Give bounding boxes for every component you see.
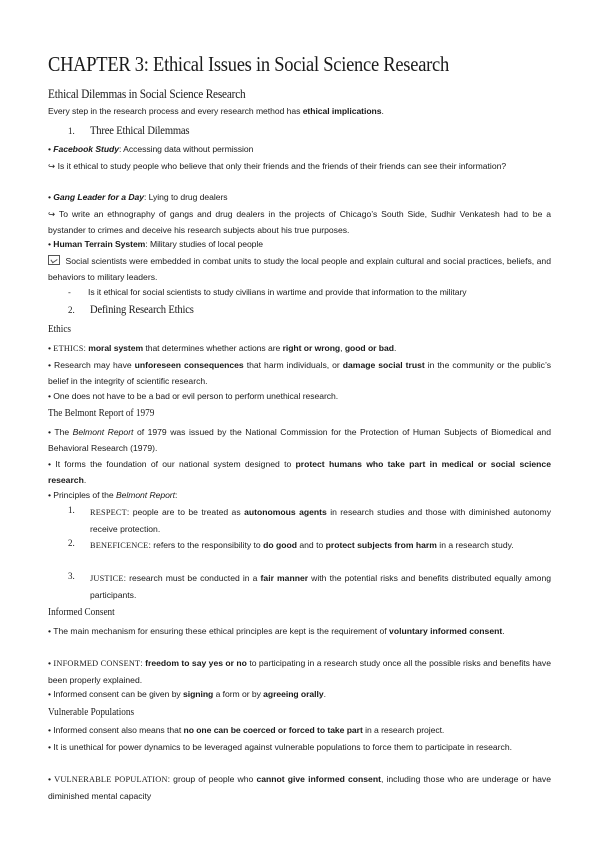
human-terrain-question: Is it ethical for social scientists to study civilians in wartime and provide that information to the military — [88, 287, 467, 297]
ethics-bad-person: • One does not have to be a bad or evil person to perform unethical research. — [48, 391, 339, 401]
principle-justice: JUSTICE: research must be conducted in a fair manner with the potential risks and benefits distributed equally among participants. — [90, 573, 552, 601]
return-arrow-icon: ↪ — [48, 161, 56, 171]
vulnerable-power-dynamics: • It is unethical for power dynamics to be leveraged against vulnerable populations to force them to participate in research. — [48, 742, 512, 752]
subsection-number-1: 1. — [68, 126, 75, 136]
principle-respect: RESPECT: people are to be treated as autonomous agents in research studies and those with diminished autonomy receive protection. — [90, 507, 551, 535]
principle-number-1: 1. — [68, 505, 75, 515]
heading-belmont-report: The Belmont Report of 1979 — [48, 408, 155, 419]
belmont-principles: • Principles of the Belmont Report: — [48, 490, 178, 500]
heading-vulnerable-populations: Vulnerable Populations — [48, 707, 135, 718]
page-title: CHAPTER 3: Ethical Issues in Social Science Research — [48, 52, 449, 76]
image-icon — [48, 255, 60, 265]
dash-bullet: - — [68, 287, 71, 297]
vulnerable-coerced: • Informed consent also means that no one can be coerced or forced to take part in a research project. — [48, 725, 445, 735]
subsection-number-2: 2. — [68, 305, 75, 315]
facebook-study-question: ↪ Is it ethical to study people who believe that only their friends and the friends of their friends can see their information? — [48, 161, 507, 171]
intro-text: Every step in the research process and every research method has ethical implications. — [48, 106, 384, 116]
section-heading-ethical-dilemmas: Ethical Dilemmas in Social Science Research — [48, 87, 246, 101]
consent-definition: • INFORMED CONSENT: freedom to say yes or no to participating in a research study once all the possible risks and benefits have been properly explained. — [48, 658, 551, 686]
heading-ethics: Ethics — [48, 324, 71, 335]
vulnerable-definition: • VULNERABLE POPULATION: group of people who cannot give informed consent, including those who are underage or have diminished mental capacity — [48, 774, 552, 802]
gang-leader-item: • Gang Leader for a Day: Lying to drug dealers — [48, 192, 228, 202]
subsection-title-defining-ethics: Defining Research Ethics — [90, 304, 194, 316]
subsection-title-three-dilemmas: Three Ethical Dilemmas — [90, 125, 190, 137]
belmont-issued: • The Belmont Report of 1979 was issued by the National Commission for the Protection of Human Subjects of Biomedical and Behavioral Research (1979). — [48, 427, 551, 454]
facebook-study-item: • Facebook Study: Accessing data without permission — [48, 144, 254, 154]
ethics-consequences: • Research may have unforeseen consequences that harm individuals, or damage social trust in the community or the public’s belief in the integrity of scientific research. — [48, 360, 551, 387]
human-terrain-item: • Human Terrain System: Military studies of local people — [48, 239, 263, 249]
return-arrow-icon: ↪ — [48, 209, 56, 219]
ethics-definition: • ETHICS: moral system that determines whether actions are right or wrong, good or bad. — [48, 343, 397, 353]
principle-number-3: 3. — [68, 571, 75, 581]
gang-leader-text: ↪ To write an ethnography of gangs and drug dealers in the projects of Chicago’s South Side, Sudhir Venkatesh had to be a bystander to crimes and deceive his research subjects about his true purposes. — [48, 209, 551, 236]
principle-beneficence: BENEFICENCE: refers to the responsibility to do good and to protect subjects from harm in a research study. — [90, 540, 514, 550]
heading-informed-consent: Informed Consent — [48, 607, 115, 618]
human-terrain-text: Social scientists were embedded in combat units to study the local people and explain cultural and social practices, beliefs, and behaviors to military leaders. — [48, 256, 551, 283]
consent-mechanism: • The main mechanism for ensuring these ethical principles are kept is the requirement of voluntary informed consent. — [48, 626, 505, 636]
consent-how: • Informed consent can be given by signing a form or by agreeing orally. — [48, 689, 326, 699]
principle-number-2: 2. — [68, 538, 75, 548]
belmont-foundation: • It forms the foundation of our national system designed to protect humans who take part in medical or social science research. — [48, 459, 551, 486]
